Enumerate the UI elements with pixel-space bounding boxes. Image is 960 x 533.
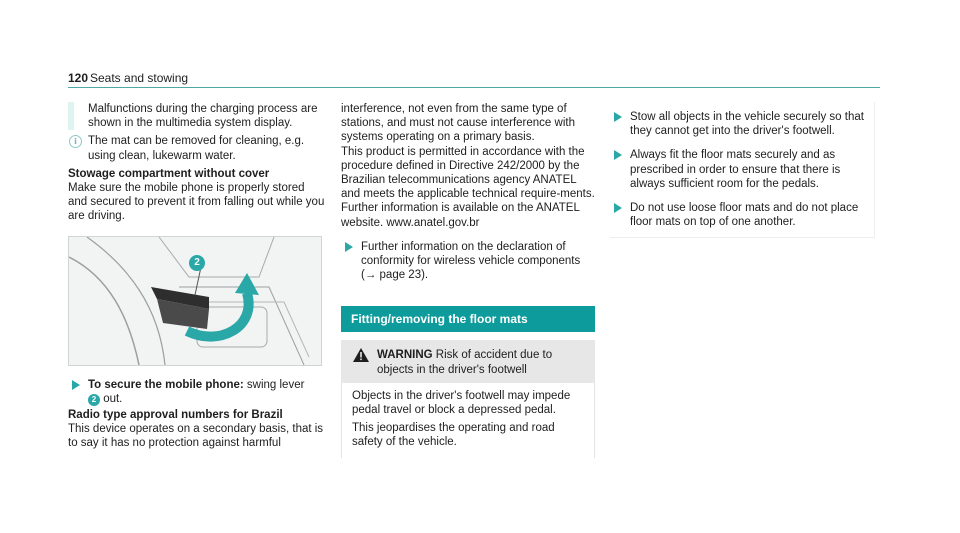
step-arrow-icon bbox=[72, 380, 80, 390]
radio-heading: Radio type approval numbers for Brazil bbox=[68, 409, 283, 422]
list-item bbox=[610, 201, 864, 229]
website-text: Further information is available on the ANATEL website. www.anatel.gov.br bbox=[341, 202, 580, 229]
warning-body-1: Objects in the driver's footwell may impede pedal travel or block a depressed pedal. bbox=[352, 389, 571, 417]
bullet-arrow-icon bbox=[614, 150, 622, 160]
secure-phone-step bbox=[68, 378, 326, 406]
interference-text: interference, not even from the same type of stations, and must not cause interference with systems operating on a primary basis. bbox=[341, 103, 575, 144]
page-header bbox=[68, 71, 880, 88]
step-text: swing lever bbox=[243, 378, 305, 391]
stowage-heading: Stowage compartment without cover bbox=[68, 167, 270, 180]
radio-text: This device operates on a secondary basis, that is to say it has no protection against harmful bbox=[68, 423, 324, 450]
page-number: 120 bbox=[68, 71, 89, 85]
warning-label: WARNING bbox=[377, 349, 433, 362]
phone-compartment-illustration bbox=[68, 236, 322, 366]
figure-callout: 2 bbox=[189, 255, 205, 271]
conformity-bullet bbox=[341, 240, 595, 283]
anatel-text: This product is permitted in accordance with the procedure defined in Directive 242/2000 by the Brazilian telecommunications agency ANATEL and meets the applicable technical require-ments. bbox=[341, 145, 595, 201]
bullet-arrow-icon bbox=[614, 203, 622, 213]
warning-header bbox=[341, 340, 595, 382]
column-1 bbox=[68, 102, 326, 451]
info-note bbox=[68, 134, 326, 162]
column-2 bbox=[341, 102, 595, 458]
section-title: Seats and stowing bbox=[90, 71, 189, 85]
list-item bbox=[610, 110, 864, 138]
list-item-text: Always fit the floor mats securely and as prescribed in order to ensure that there is always sufficient room for the pedals. bbox=[630, 149, 841, 190]
column-3 bbox=[610, 102, 864, 238]
info-icon: i bbox=[69, 135, 82, 148]
list-item-text: Stow all objects in the vehicle securely so that they cannot get into the driver's footwell. bbox=[630, 111, 864, 138]
floor-mat-instructions bbox=[610, 102, 875, 238]
warning-title: Risk of accident due to objects in the driver's footwell bbox=[377, 349, 553, 376]
warning-icon bbox=[353, 348, 369, 362]
info-text: The mat can be removed for cleaning, e.g. using clean, lukewarm water. bbox=[88, 135, 305, 162]
step-text-2: out. bbox=[100, 392, 123, 405]
list-item bbox=[610, 148, 864, 191]
list-item-text: Do not use loose floor mats and do not place floor mats on top of one another. bbox=[630, 202, 859, 229]
warning-body-2: This jeopardises the operating and road safety of the vehicle. bbox=[352, 422, 555, 449]
stowage-text: Make sure the mobile phone is properly stored and secured to prevent it from falling out while you are driving. bbox=[68, 182, 325, 223]
warning-body bbox=[341, 383, 595, 458]
step-callout: 2 bbox=[88, 394, 100, 406]
section-heading: Fitting/removing the floor mats bbox=[341, 306, 595, 332]
conformity-text: Further information on the declaration of conformity for wireless vehicle components (→ page 23). bbox=[361, 240, 581, 282]
bullet-arrow-icon bbox=[614, 112, 622, 122]
step-bold: To secure the mobile phone: bbox=[88, 378, 244, 391]
bullet-arrow-icon bbox=[345, 242, 353, 252]
charging-note: Malfunctions during the charging process are shown in the multimedia system display. bbox=[68, 102, 326, 130]
